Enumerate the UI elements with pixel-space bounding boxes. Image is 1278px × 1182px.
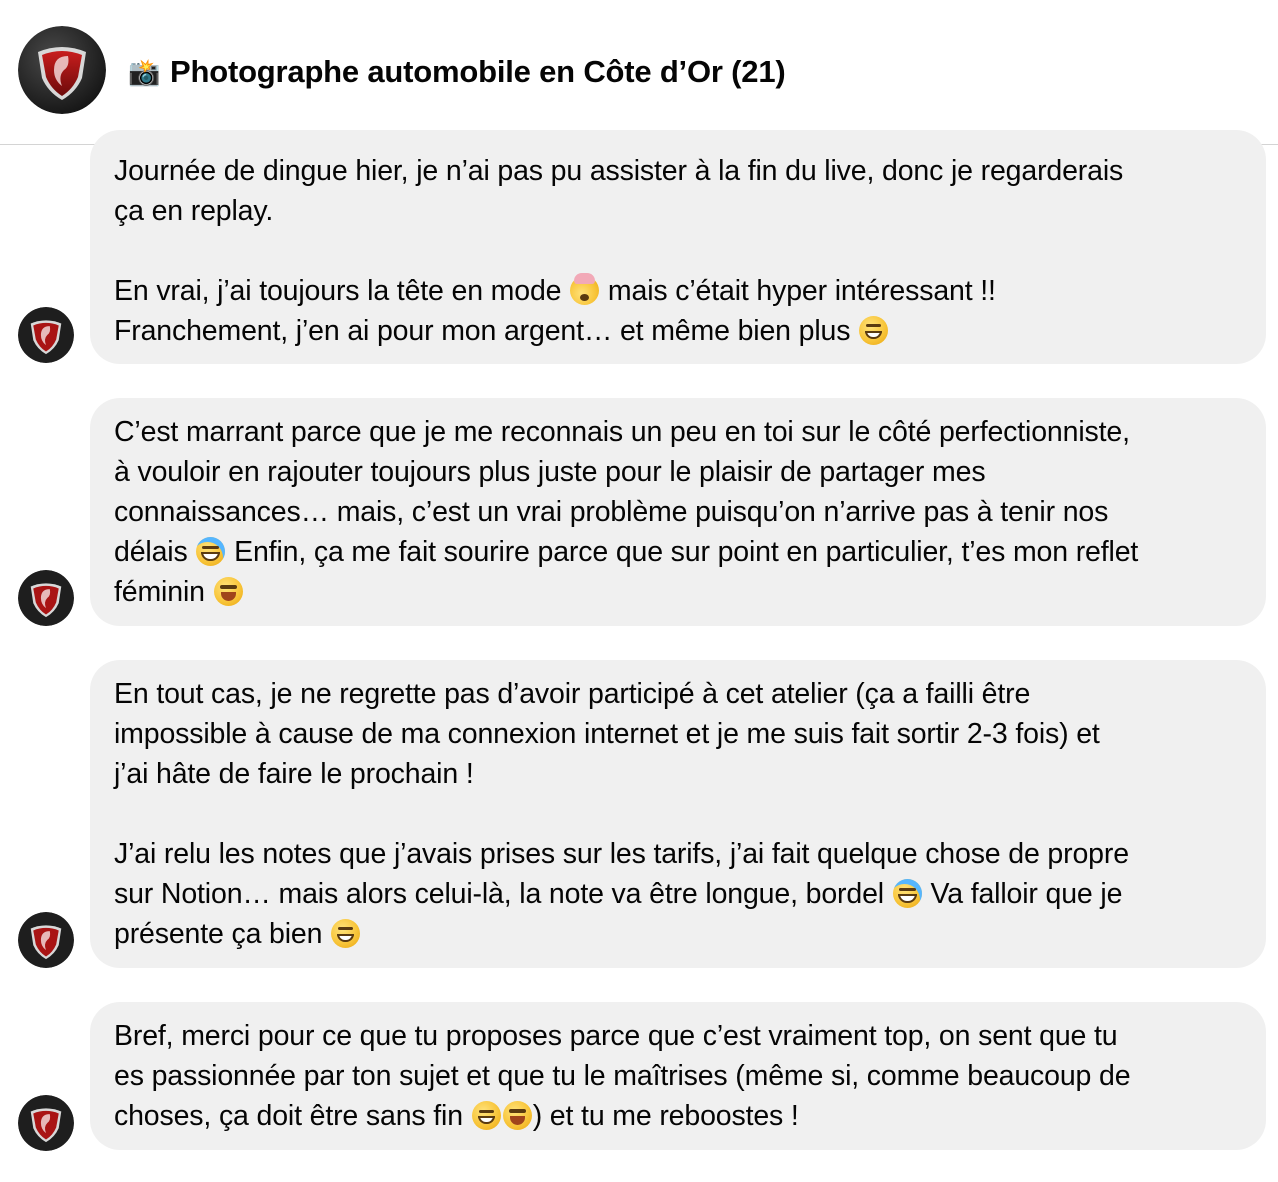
paragraph-gap [114, 231, 1242, 271]
message-text: Va falloir que je présente ça bien [114, 878, 1123, 950]
message-text: mais c’était hyper intéressant !! Franchement, j’en ai pour mon argent… et même bien plus [114, 275, 996, 347]
sender-avatar[interactable] [18, 307, 74, 363]
shield-logo-icon [18, 26, 106, 114]
chat-title[interactable] [128, 52, 785, 92]
sender-avatar[interactable] [18, 1095, 74, 1151]
shield-logo-icon [18, 307, 74, 363]
sender-avatar[interactable] [18, 912, 74, 968]
sender-avatar[interactable] [18, 570, 74, 626]
camera-flash-icon: 📸 [128, 56, 161, 87]
shield-logo-icon [18, 912, 74, 968]
message-paragraph [114, 271, 1242, 351]
message-paragraph [114, 1016, 1242, 1136]
message-text: C’est marrant parce que je me reconnais un peu en toi sur le côté perfectionniste, à vouloir en rajouter toujours plus juste pour le plaisir de partager mes connaissances… mais, c’est un vrai problème puisqu’on n’arrive pas à tenir nos délais [114, 416, 1130, 568]
message-bubble[interactable] [90, 660, 1266, 968]
message-text: Enfin, ça me fait sourire parce que sur point en particulier, t’es mon reflet féminin [114, 536, 1139, 608]
mind-emoji-icon [570, 276, 599, 305]
group-avatar[interactable] [18, 26, 106, 114]
message-text: Bref, merci pour ce que tu proposes parce que c’est vraiment top, on sent que tu es passionnée par ton sujet et que tu le maîtrises (même si, comme beaucoup de choses, ça doit être sans fin [114, 1020, 1131, 1132]
shield-logo-icon [18, 570, 74, 626]
message-text: En tout cas, je ne regrette pas d’avoir participé à cet atelier (ça a failli être impossible à cause de ma connexion internet et je me suis fait sortir 2-3 fois) et j’ai hâte de faire le prochain ! [114, 678, 1100, 790]
message-bubble[interactable] [90, 1002, 1266, 1150]
message-paragraph [114, 674, 1242, 794]
message-bubble[interactable] [90, 130, 1266, 364]
message-paragraph [114, 151, 1242, 231]
message-bubble[interactable] [90, 398, 1266, 626]
squint-emoji-icon [214, 577, 243, 606]
message-paragraph [114, 834, 1242, 954]
shield-logo-icon [18, 1095, 74, 1151]
squint-emoji-icon [503, 1101, 532, 1130]
group-name: Photographe automobile en Côte d’Or (21) [170, 54, 786, 89]
paragraph-gap [114, 794, 1242, 834]
message-text: ) et tu me reboostes ! [532, 1100, 799, 1132]
sweat-emoji-icon [472, 1101, 501, 1130]
message-text: J’ai relu les notes que j’avais prises sur les tarifs, j’ai fait quelque chose de propre sur Notion… mais alors celui-là, la note va être longue, bordel [114, 838, 1129, 910]
message-text: Journée de dingue hier, je n’ai pas pu assister à la fin du live, donc je regarderais ça en replay. [114, 155, 1124, 227]
chat-header [0, 0, 1278, 145]
grin-emoji-icon [331, 919, 360, 948]
joy-emoji-icon [196, 537, 225, 566]
message-paragraph [114, 412, 1242, 612]
message-text: En vrai, j’ai toujours la tête en mode [114, 275, 570, 307]
grin-emoji-icon [859, 316, 888, 345]
joy-emoji-icon [893, 879, 922, 908]
